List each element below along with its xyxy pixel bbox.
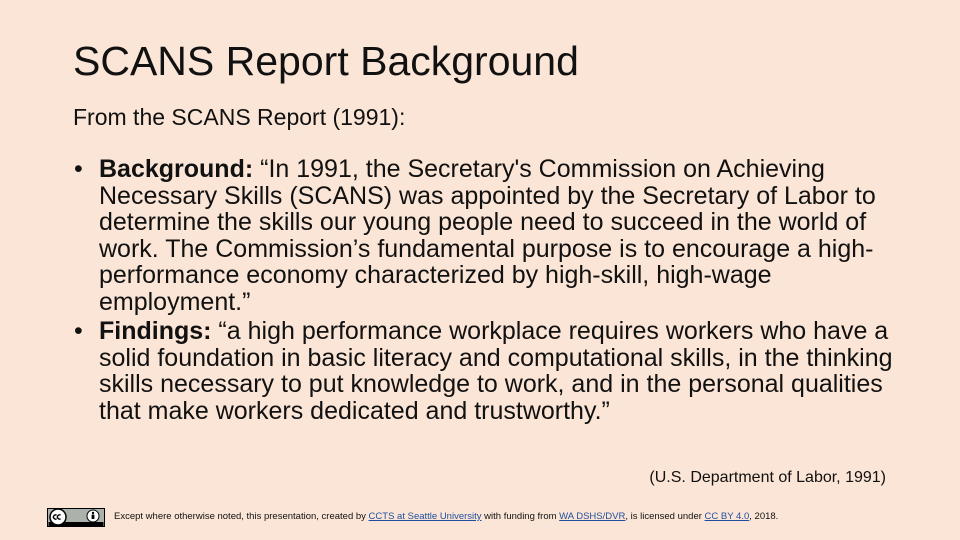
bullet-label-background: Background: xyxy=(99,155,254,183)
bullet-label-findings: Findings: xyxy=(99,317,212,345)
cc-by-license-link[interactable]: CC BY 4.0 xyxy=(704,511,750,522)
dshs-dvr-link[interactable]: WA DSHS/DVR xyxy=(559,511,626,522)
slide-title: SCANS Report Background xyxy=(73,38,579,84)
license-text-part: with funding from xyxy=(481,511,560,522)
bullet-item-background xyxy=(72,156,912,315)
bullet-text-background: “In 1991, the Secretary's Commission on Achieving Necessary Skills (SCANS) was appointed by the Secretary of Labor to determine the skills our young people need to succeed in the world of work. The Commission’s fundamental purpose is to encourage a high-performance economy characterized by high-skill, high-wage employment.” xyxy=(99,155,876,316)
citation: (U.S. Department of Labor, 1991) xyxy=(649,469,886,486)
license-text-part: Except where otherwise noted, this presentation, created by xyxy=(114,511,369,522)
bullet-list xyxy=(72,156,912,427)
bullet-item-findings xyxy=(72,318,912,424)
bullet-text-findings: “a high performance workplace requires workers who have a solid foundation in basic literacy and computational skills, in the thinking skills necessary to put knowledge to work, and in the personal qualities that make workers dedicated and trustworthy.” xyxy=(99,317,893,425)
creative-commons-by-icon xyxy=(47,508,105,527)
license-footer xyxy=(47,507,778,527)
ccts-link[interactable]: CCTS at Seattle University xyxy=(368,511,482,522)
slide-subtitle: From the SCANS Report (1991): xyxy=(73,104,406,130)
license-text-part: , is licensed under xyxy=(625,511,705,522)
license-text-part: , 2018. xyxy=(749,511,779,522)
bullet-mark: • xyxy=(74,155,83,183)
bullet-mark: • xyxy=(74,317,83,345)
license-text xyxy=(114,511,778,523)
